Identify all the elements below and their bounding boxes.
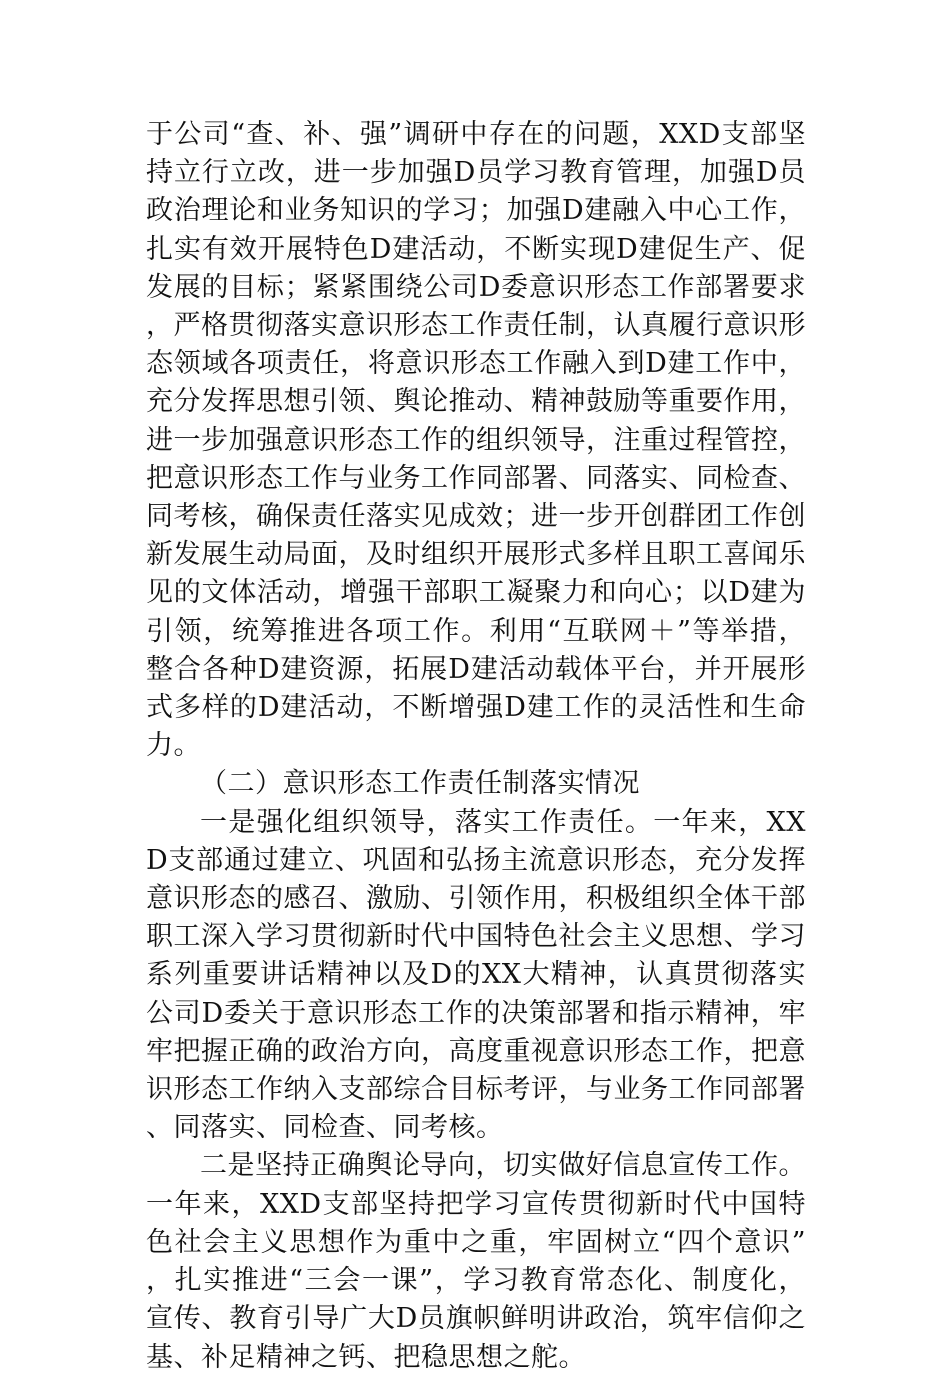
paragraph-point-two: 二是坚持正确舆论导向，切实做好信息宣传工作。一年来，XXD支部坚持把学习宣传贯彻新时代中国特色社会主义思想作为重中之重，牢固树立“四个意识”，扎实推进“三会一课”，学习教育常态化、制度化，宣传、教育引导广大D员旗帜鲜明讲政治，筑牢信仰之基、补足精神之钙、把稳思想之舵。 [146,1150,806,1373]
paragraph-continuation: 于公司“查、补、强”调研中存在的问题，XXD支部坚持立行立改，进一步加强D员学习教育管理，加强D员政治理论和业务知识的学习；加强D建融入中心工作，扎实有效开展特色D建活动，不断实现D建促生产、促发展的目标；紧紧围绕公司D委意识形态工作部署要求，严格贯彻落实意识形态工作责任制，认真履行意识形态领域各项责任，将意识形态工作融入到D建工作中，充分发挥思想引领、舆论推动、精神鼓励等重要作用，进一步加强意识形态工作的组织领导，注重过程管控，把意识形态工作与业务工作同部署、同落实、同检查、同考核，确保责任落实见成效；进一步开创群团工作创新发展生动局面，及时组织开展形式多样且职工喜闻乐见的文体活动，增强干部职工凝聚力和向心；以D建为引领，统筹推进各项工作。利用“互联网＋”等举措，整合各种D建资源，拓展D建活动载体平台，并开展形式多样的D建活动，不断增强D建工作的灵活性和生命力。 [146,119,806,762]
document-body [146,116,806,1377]
section-heading: （二）意识形态工作责任制落实情况 [200,768,640,800]
paragraph-point-one: 一是强化组织领导，落实工作责任。一年来，XXD支部通过建立、巩固和弘扬主流意识形态，充分发挥意识形态的感召、激励、引领作用，积极组织全体干部职工深入学习贯彻新时代中国特色社会主义思想、学习系列重要讲话精神以及D的XX大精神，认真贯彻落实公司D委关于意识形态工作的决策部署和指示精神，牢牢把握正确的政治方向，高度重视意识形态工作，把意识形态工作纳入支部综合目标考评，与业务工作同部署、同落实、同检查、同考核。 [146,806,806,1144]
